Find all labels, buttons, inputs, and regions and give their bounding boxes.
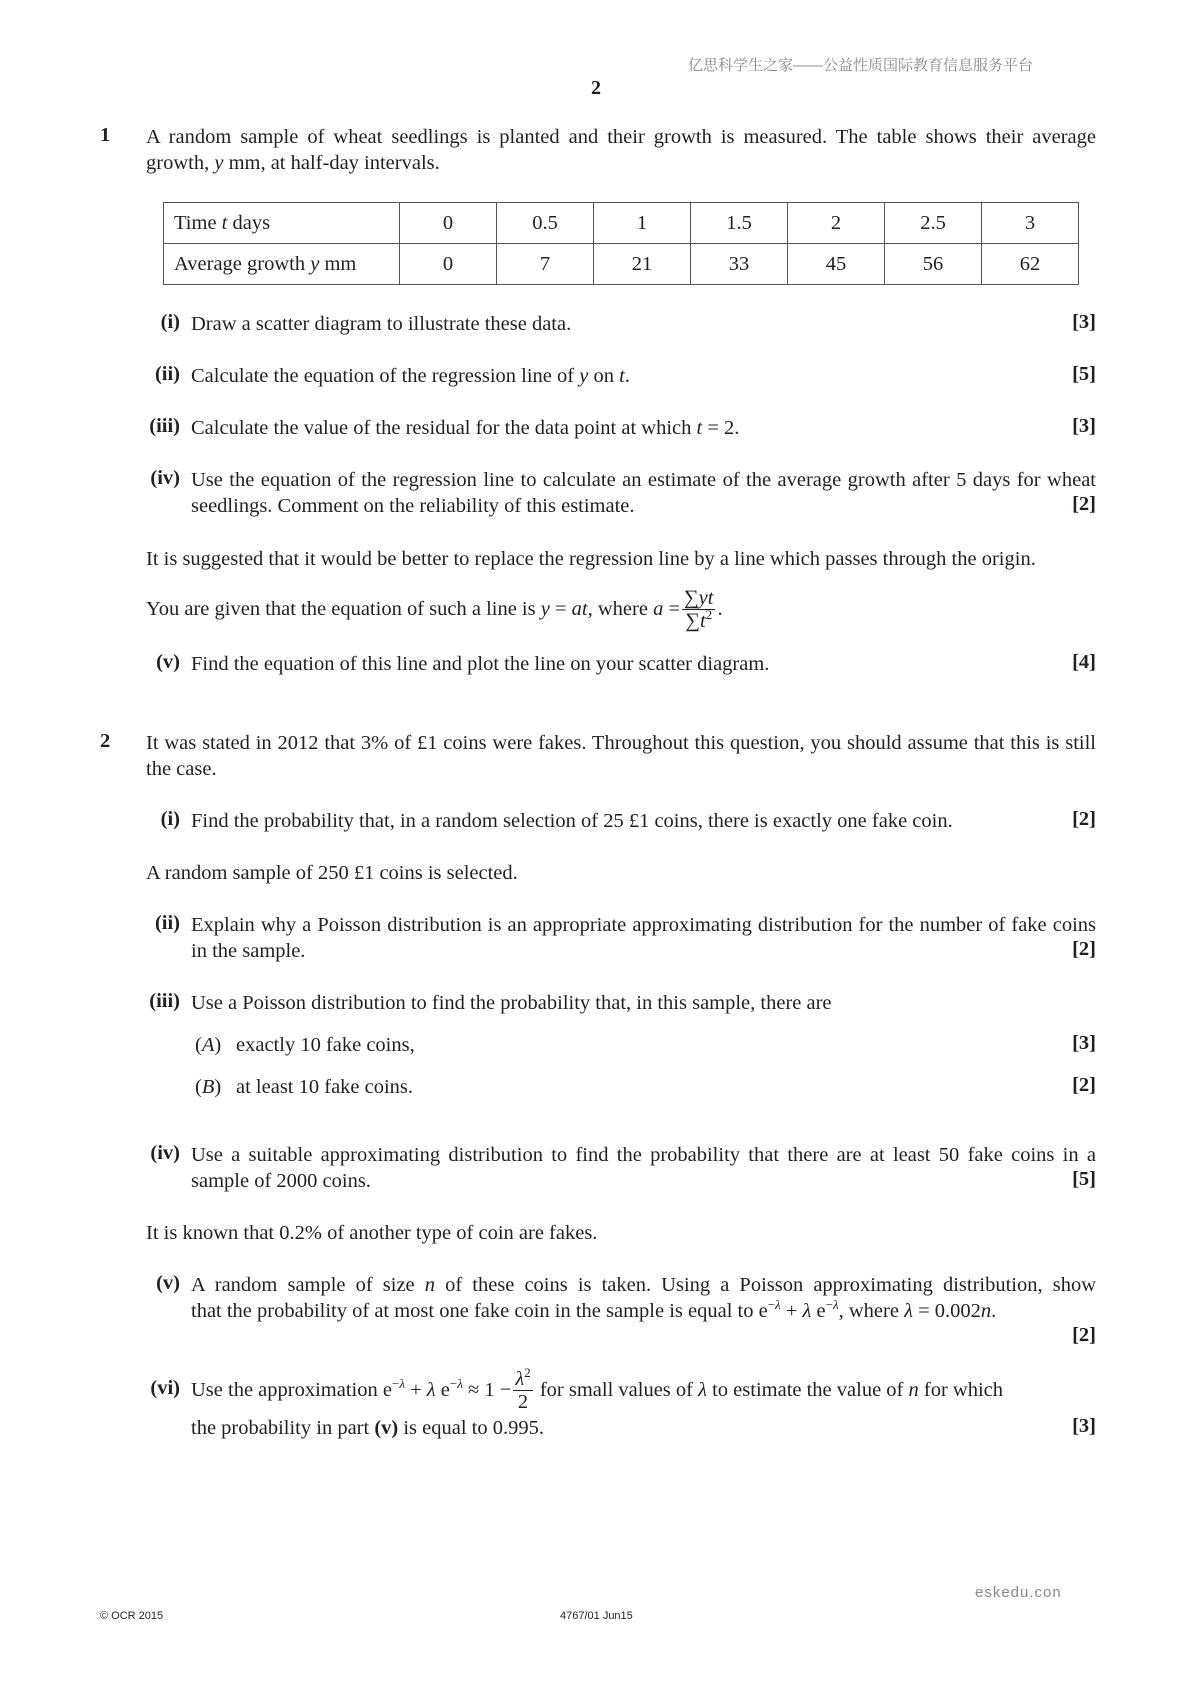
part-label: (ii) xyxy=(154,912,180,934)
part-text: the probability in part (v) is equal to 0.995. xyxy=(191,1417,544,1439)
part-label: (v) xyxy=(156,651,180,673)
table-cell: 56 xyxy=(885,244,982,285)
part-text: A random sample of size n of these coins is taken. Using a Poisson approximating distribution, show xyxy=(191,1274,1096,1296)
fraction-numerator: $\lambda^2$ xyxy=(515,1364,531,1390)
part-text: that the probability of at most one fake coin in the sample is equal to $e^{-\lambda} + \lambda$ $e^{-\lambda}$, where λ = 0.002n. xyxy=(191,1297,997,1322)
part-label: (ii) xyxy=(154,363,180,385)
part-label: (iii) xyxy=(149,990,180,1012)
table-cell: 45 xyxy=(788,244,885,285)
table-cell: 0 xyxy=(400,244,497,285)
table-cell: 62 xyxy=(982,244,1079,285)
part-text: Find the equation of this line and plot the line on your scatter diagram. xyxy=(191,653,770,675)
marks: [2] xyxy=(1072,808,1096,830)
table-cell: 2.5 xyxy=(885,203,982,244)
table-row-growth xyxy=(164,244,1079,285)
fraction xyxy=(513,1364,532,1413)
marks: [5] xyxy=(1072,1168,1096,1190)
part-label: (v) xyxy=(156,1272,180,1294)
marks: [3] xyxy=(1072,1032,1096,1054)
part-text: Calculate the value of the residual for the data point at which t = 2. xyxy=(191,417,740,439)
table-cell: 0 xyxy=(400,203,497,244)
table-row-label: Time t days xyxy=(164,203,400,244)
watermark-text: 亿思科学生之家——公益性质国际教育信息服务平台 xyxy=(688,57,1034,74)
part-label: (iii) xyxy=(149,415,180,437)
marks: [2] xyxy=(1072,493,1096,515)
part-text: Use the approximation $e^{-\lambda} + \lambda$ $e^{-\lambda} \approx 1$ − $\frac{\lambda^2}{2}$ for small values of λ to estimate the value of n for which xyxy=(191,1364,1004,1413)
marks: [5] xyxy=(1072,363,1096,385)
fraction-denominator: $\sum t^2$ xyxy=(685,606,713,632)
marks: [2] xyxy=(1072,1074,1096,1096)
subpart-label: (B) xyxy=(195,1076,222,1098)
other-coin-text: It is known that 0.2% of another type of coin are fakes. xyxy=(146,1222,598,1244)
question-1-number: 1 xyxy=(100,124,111,146)
table-cell: 33 xyxy=(691,244,788,285)
sample-text: A random sample of 250 £1 coins is selected. xyxy=(146,862,518,884)
table-cell: 1 xyxy=(594,203,691,244)
marks: [3] xyxy=(1072,1415,1096,1437)
part-label: (iv) xyxy=(150,1142,180,1164)
part-label: (i) xyxy=(160,311,180,333)
fraction xyxy=(682,587,715,632)
site-watermark: eskedu.con xyxy=(975,1584,1062,1601)
marks: [3] xyxy=(1072,311,1096,333)
part-text: Use a Poisson distribution to find the probability that, in this sample, there are xyxy=(191,992,832,1014)
fraction-denominator: 2 xyxy=(517,1390,529,1413)
marks: [2] xyxy=(1072,938,1096,960)
table-row-time xyxy=(164,203,1079,244)
table-cell: 0.5 xyxy=(497,203,594,244)
table-cell: 21 xyxy=(594,244,691,285)
suggestion-text: It is suggested that it would be better to replace the regression line by a line which passes through the origin. xyxy=(146,548,1036,570)
marks: [4] xyxy=(1072,651,1096,673)
paper-code: 4767/01 Jun15 xyxy=(560,1610,633,1622)
table-cell: 1.5 xyxy=(691,203,788,244)
table-cell: 7 xyxy=(497,244,594,285)
table-cell: 3 xyxy=(982,203,1079,244)
given-formula: You are given that the equation of such a line is y = at, where a = $\frac{\sum yt}{\sum t^2}$ . xyxy=(146,586,723,632)
question-1-intro: A random sample of wheat seedlings is planted and their growth is measured. The table shows their average growth, y mm, at half-day intervals. xyxy=(146,126,1096,174)
part-label: (iv) xyxy=(150,467,180,489)
part-text: Draw a scatter diagram to illustrate these data. xyxy=(191,313,572,335)
part-text: Use the equation of the regression line to calculate an estimate of the average growth after 5 days for wheat seedlings. Comment on the reliability of this estimate. xyxy=(191,469,1096,517)
part-text: Calculate the equation of the regression line of y on t. xyxy=(191,365,630,387)
subpart-text: exactly 10 fake coins, xyxy=(236,1034,415,1056)
part-label: (vi) xyxy=(150,1377,180,1399)
part-text: Use a suitable approximating distribution to find the probability that there are at least 50 fake coins in a sample of 2000 coins. xyxy=(191,1144,1096,1192)
copyright: © OCR 2015 xyxy=(100,1610,164,1622)
part-label: (i) xyxy=(160,808,180,830)
fraction-numerator: ∑yt xyxy=(684,586,714,609)
table-row-label: Average growth y mm xyxy=(164,244,400,285)
marks: [2] xyxy=(1072,1324,1096,1346)
subpart-label: (A) xyxy=(195,1034,222,1056)
subpart-text: at least 10 fake coins. xyxy=(236,1076,414,1098)
growth-table xyxy=(163,202,1079,285)
part-text: Find the probability that, in a random selection of 25 £1 coins, there is exactly one fake coin. xyxy=(191,810,953,832)
page-number: 2 xyxy=(591,77,601,99)
question-2-number: 2 xyxy=(100,730,111,752)
part-text: Explain why a Poisson distribution is an appropriate approximating distribution for the number of fake coins in the sample. xyxy=(191,914,1096,962)
table-cell: 2 xyxy=(788,203,885,244)
marks: [3] xyxy=(1072,415,1096,437)
question-2-intro: It was stated in 2012 that 3% of £1 coins were fakes. Throughout this question, you should assume that this is still the case. xyxy=(146,732,1096,780)
